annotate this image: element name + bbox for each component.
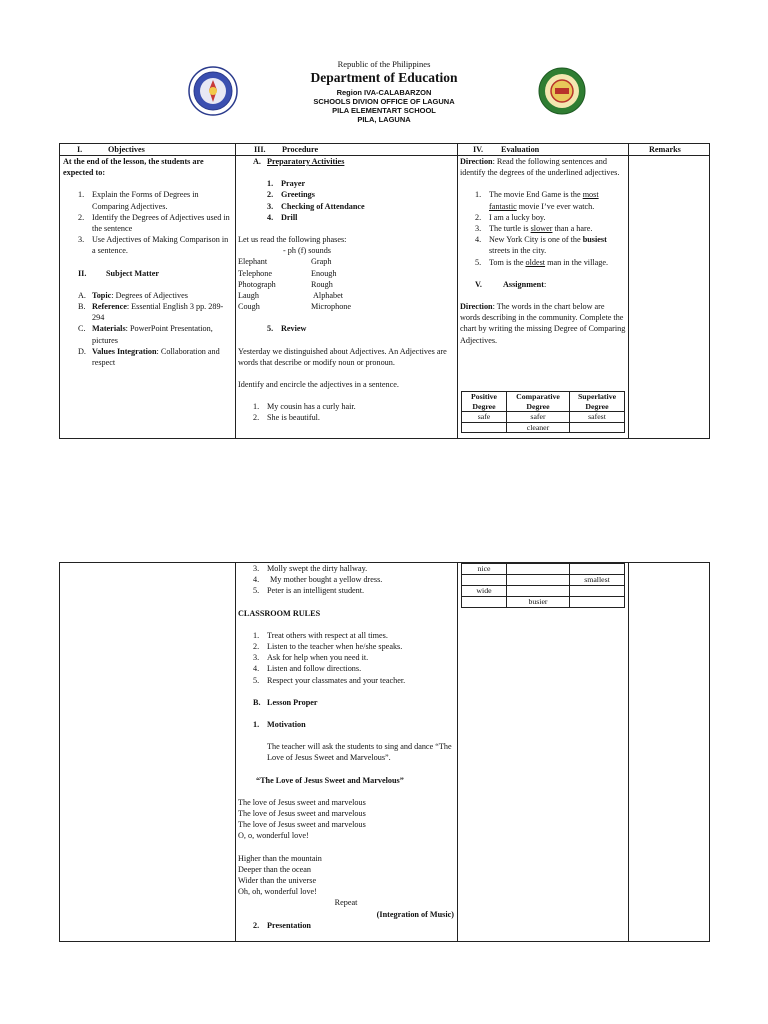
identify-text: Identify and encircle the adjectives in a sentence. xyxy=(238,380,399,390)
table-cell: safest xyxy=(570,412,625,423)
materials-label: Materials xyxy=(92,324,126,334)
review-text: Yesterday we distinguished about Adjectives. An Adjectives are words that describe or modify noun or pronoun. xyxy=(238,346,447,367)
question-5-text: Tom is the xyxy=(489,257,526,267)
lesson-plan-table-part1 xyxy=(59,143,710,439)
song-line: The love of Jesus sweet and marvelous xyxy=(238,797,366,807)
assignment-num: V. xyxy=(475,279,482,289)
question-4-text: New York City is one of the xyxy=(489,235,583,245)
subject-num: II. xyxy=(78,268,87,278)
drill-word: Graph xyxy=(311,257,332,267)
drill-word: Microphone xyxy=(311,302,352,312)
song-title: “The Love of Jesus Sweet and Marvelous” xyxy=(256,775,404,785)
reference-value: : Essential English 3 pp. 289-294 xyxy=(92,302,224,323)
objective-item: Explain the Forms of Degrees in Comparing Adjectives. xyxy=(92,190,199,211)
rule-item: Treat others with respect at all times. xyxy=(267,630,388,640)
republic-line: Republic of the Philippines xyxy=(337,59,431,69)
rule-item: Respect your classmates and your teacher. xyxy=(267,675,406,685)
classroom-rules-title: CLASSROOM RULES xyxy=(238,608,321,618)
table-cell xyxy=(570,597,625,608)
question-4-adjective: busiest xyxy=(582,235,607,245)
table-row xyxy=(462,597,625,608)
table-cell xyxy=(462,422,507,433)
table-cell: smallest xyxy=(570,575,625,586)
song-line: The love of Jesus sweet and marvelous xyxy=(238,820,366,830)
subject-title: Subject Matter xyxy=(106,268,159,278)
section-a-label: A. xyxy=(253,157,261,166)
question-4-rest: streets in the city. xyxy=(489,246,547,256)
rule-item: Ask for help when you need it. xyxy=(267,653,369,663)
table-cell xyxy=(507,564,570,575)
drill-word: Laugh xyxy=(238,291,259,301)
table-cell xyxy=(462,597,507,608)
presentation-num: 2. xyxy=(253,920,260,930)
direction-2-label: Direction xyxy=(460,302,493,312)
question-3-rest: than a hare. xyxy=(552,224,593,234)
table-cell xyxy=(570,422,625,433)
review-num: 5. xyxy=(267,324,274,334)
drill-word: Elephant xyxy=(238,257,268,267)
assignment-colon: : xyxy=(543,279,547,289)
assignment-title: Assignment xyxy=(503,279,544,289)
drill-word: Photograph xyxy=(238,279,276,289)
table-row xyxy=(462,412,625,423)
table-cell xyxy=(507,586,570,597)
col-num-objectives: I. xyxy=(77,145,83,154)
song-line: Oh, oh, wonderful love! xyxy=(238,887,317,897)
evaluation-cell-part1: Direction: Read the following sentences and identify the degrees of the underlined adjectives. 1. The movie End Game is the most fantastic movie I’ve ever watch. 2. I am a lucky boy. 3. The turtle is slower than a hare. 4. New York City is one of the busiest streets in the city. 5. Tom is the oldest man in the village. V. Assignment : Direction: The words in the chart below are words describing in the community. Complete the chart by writing the missing Degree of Comparing Adjectives. xyxy=(460,157,626,345)
table-cell: wide xyxy=(462,586,507,597)
direction-label: Direction xyxy=(460,157,493,166)
sentence-item: My cousin has a curly hair. xyxy=(267,402,356,412)
question-5-rest: man in the village. xyxy=(545,257,609,267)
col-num-evaluation: IV. xyxy=(473,145,484,154)
procedure-cell-part1: A. Preparatory Activities 1. Prayer 2. Greetings 3. Checking of Attendance 4. Drill Let us read the following phases: - ph (f) sounds Elephant Telephone Photograph Laugh Cough Graph Enough Rough Alphabet Microphone 5. Review Yesterday we distinguished about Adjectives. An Adjectives are words that describe or modify noun or pronoun. Identify and encircle the adjectives in a sentence. 1. My cousin has a curly hair. 2. She is beautiful. xyxy=(238,156,454,424)
song-line: Deeper than the ocean xyxy=(238,864,311,874)
prep-item: Prayer xyxy=(281,179,306,189)
presentation-title: Presentation xyxy=(267,920,311,930)
lesson-plan-table-part2 xyxy=(59,562,710,942)
table-row xyxy=(462,586,625,597)
repeat-text: Repeat xyxy=(334,898,358,908)
prep-item: Greetings xyxy=(281,190,315,200)
table-cell: nice xyxy=(462,564,507,575)
song-line: Wider than the universe xyxy=(238,876,317,886)
table-cell xyxy=(570,564,625,575)
rule-item: Listen to the teacher when he/she speaks. xyxy=(267,642,403,652)
question-3-adjective: slower xyxy=(530,224,553,234)
question-1-adjective: most fantastic xyxy=(489,190,599,211)
review-title: Review xyxy=(281,324,307,334)
table-cell xyxy=(507,575,570,586)
degree-chart-table-continued xyxy=(461,563,625,608)
drill-word: Rough xyxy=(311,279,333,289)
table-row xyxy=(462,422,625,433)
motivation-title: Motivation xyxy=(267,720,306,730)
prep-item: Drill xyxy=(281,212,298,222)
table-row xyxy=(462,564,625,575)
objectives-intro: At the end of the lesson, the students are expected to: xyxy=(63,157,204,178)
integration-text: (Integration of Music) xyxy=(376,909,454,919)
prep-item: Checking of Attendance xyxy=(281,201,365,211)
values-value: : Collaboration and respect xyxy=(92,346,220,368)
division-line: SCHOOLS DIVION OFFICE OF LAGUNA xyxy=(313,97,455,106)
table-cell: busier xyxy=(507,597,570,608)
degree-chart-table xyxy=(461,391,625,433)
motivation-num: 1. xyxy=(253,720,260,730)
location-line: PILA, LAGUNA xyxy=(357,115,411,124)
drill-subtitle: - ph (f) sounds xyxy=(283,246,331,256)
song-line: Higher than the mountain xyxy=(238,853,322,863)
procedure-cell-part2: 3. Molly swept the dirty hallway. 4. My mother bought a yellow dress. 5. Peter is an intelligent student. CLASSROOM RULES 1. Treat others with respect at all times. 2. Listen to the teacher when he/she speaks. 3. Ask for help when you need it. 4. Listen and follow directions. 5. Respect your classmates and your teacher. B. Lesson Proper 1. Motivation The teacher will ask the students to sing and dance “The Love of Jesus Sweet and Marvelous”. “The Love of Jesus Sweet and Marvelous” The love of Jesus sweet and marvelous The love of Jesus sweet and marvelous The love of Jesus sweet and marvelous O, o, wonderful love! Higher than the mountain Deeper than the ocean Wider than the universe Oh, oh, wonderful love! Repeat (Integration of Music) 2. Presentation xyxy=(238,564,454,930)
degree-header: Superlative Degree xyxy=(570,392,625,412)
table-cell: cleaner xyxy=(507,422,570,433)
col-header-procedure: Procedure xyxy=(282,145,319,154)
objective-item: Use Adjectives of Making Comparison in a sentence. xyxy=(92,235,229,256)
col-header-objectives: Objectives xyxy=(108,145,145,154)
table-cell xyxy=(462,575,507,586)
direction-2-text: : The words in the chart below are words describing in the community. Complete the chart by writing the missing Degree of Comparing Adjectives. xyxy=(460,302,626,345)
sentence-item: Peter is an intelligent student. xyxy=(267,586,365,596)
question-1-rest: movie I’ve ever watch. xyxy=(516,201,595,211)
question-2-text: I am a lucky boy. xyxy=(489,212,546,222)
question-3-text: The turtle is xyxy=(489,224,531,234)
rule-item: Listen and follow directions. xyxy=(267,664,362,674)
table-cell xyxy=(570,586,625,597)
song-line: O, o, wonderful love! xyxy=(238,831,309,841)
degree-header: Positive Degree xyxy=(462,392,507,412)
values-label: Values Integration xyxy=(92,346,157,356)
motivation-text: The teacher will ask the students to sing and dance “The Love of Jesus Sweet and Marvelous”. xyxy=(267,742,452,763)
direction-text: : Read the following sentences and identify the degrees of the underlined adjectives. xyxy=(460,157,620,178)
topic-value: : Degrees of Adjectives xyxy=(111,290,188,300)
question-5-adjective: oldest xyxy=(525,257,546,267)
drill-word: Telephone xyxy=(238,268,272,278)
objective-item: Identify the Degrees of Adjectives used in the sentence xyxy=(92,212,230,234)
sentence-item: My mother bought a yellow dress. xyxy=(270,575,383,585)
school-line: PILA ELEMENTART SCHOOL xyxy=(332,106,436,115)
drill-word: Cough xyxy=(238,302,260,312)
department-title: Department of Education xyxy=(310,70,458,85)
col-num-procedure: III. xyxy=(254,145,266,154)
reference-label: Reference xyxy=(92,302,127,312)
degree-header: Comparative Degree xyxy=(507,392,570,412)
question-1-text: The movie End Game is the xyxy=(489,190,583,200)
song-line: The love of Jesus sweet and marvelous xyxy=(238,809,366,819)
sentence-item: Molly swept the dirty hallway. xyxy=(267,564,368,573)
section-b-label: B. xyxy=(253,697,261,707)
table-cell: safe xyxy=(462,412,507,423)
sentence-item: She is beautiful. xyxy=(267,413,320,423)
topic-label: Topic xyxy=(92,290,112,300)
region-line: Region IVA-CALABARZON xyxy=(336,88,432,97)
drill-word: Alphabet xyxy=(313,291,344,301)
section-a-title: Preparatory Activities xyxy=(267,157,345,166)
drill-word: Enough xyxy=(311,268,337,278)
table-cell: safer xyxy=(507,412,570,423)
section-b-title: Lesson Proper xyxy=(267,697,318,707)
materials-value: : PowerPoint Presentation, pictures xyxy=(92,324,213,345)
table-row xyxy=(462,575,625,586)
col-header-remarks: Remarks xyxy=(649,145,681,154)
drill-intro: Let us read the following phases: xyxy=(238,235,347,245)
objectives-cell: At the end of the lesson, the students are expected to: 1. Explain the Forms of Degrees in Comparing Adjectives. 2. Identify the Degrees of Adjectives used in the sentence 3. Use Adjectives of Making Comparison in a sentence. II. Subject Matter A. Topic: Degrees of Adjectives B. Reference: Essential English 3 pp. 289-294 C. Materials: PowerPoint Presentation, pictures D. Values Integration: Collaboration and respect xyxy=(63,156,233,368)
col-header-evaluation: Evaluation xyxy=(501,145,540,154)
